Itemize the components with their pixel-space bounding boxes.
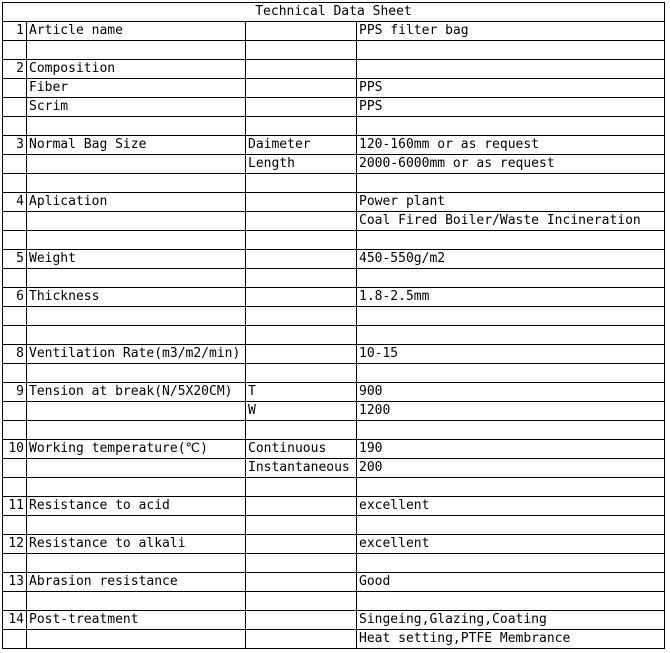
- value-cell: excellent: [357, 497, 665, 516]
- sub-property-cell: W: [246, 402, 357, 421]
- sub-property-cell: [246, 79, 357, 98]
- sub-property-cell: T: [246, 383, 357, 402]
- property-name-cell: Resistance to acid: [27, 497, 246, 516]
- table-row: [3, 79, 665, 98]
- row-number-cell: 14: [3, 611, 27, 630]
- row-number-cell: [3, 326, 27, 345]
- row-number-cell: 13: [3, 573, 27, 592]
- table-row: [3, 592, 665, 611]
- sub-property-cell: [246, 174, 357, 193]
- sub-property-cell: [246, 193, 357, 212]
- row-number-cell: 5: [3, 250, 27, 269]
- property-name-cell: [27, 326, 246, 345]
- value-cell: 450-550g/m2: [357, 250, 665, 269]
- table-row: [3, 250, 665, 269]
- table-row: [3, 155, 665, 174]
- table-row: [3, 383, 665, 402]
- property-name-cell: [27, 269, 246, 288]
- row-number-cell: [3, 516, 27, 535]
- property-name-cell: [27, 41, 246, 60]
- table-row: [3, 402, 665, 421]
- row-number-cell: 11: [3, 497, 27, 516]
- table-row: [3, 554, 665, 573]
- property-name-cell: Ventilation Rate(m3/m2/min): [27, 345, 246, 364]
- row-number-cell: 4: [3, 193, 27, 212]
- value-cell: [357, 60, 665, 79]
- property-name-cell: [27, 459, 246, 478]
- sub-property-cell: Instantaneous: [246, 459, 357, 478]
- property-name-cell: [27, 478, 246, 497]
- table-row: [3, 307, 665, 326]
- value-cell: 120-160mm or as request: [357, 136, 665, 155]
- property-name-cell: [27, 174, 246, 193]
- sub-property-cell: Length: [246, 155, 357, 174]
- row-number-cell: [3, 269, 27, 288]
- value-cell: 200: [357, 459, 665, 478]
- row-number-cell: 3: [3, 136, 27, 155]
- table-row: [3, 611, 665, 630]
- sheet-body: [3, 22, 665, 649]
- sub-property-cell: [246, 554, 357, 573]
- row-number-cell: [3, 307, 27, 326]
- property-name-cell: Thickness: [27, 288, 246, 307]
- property-name-cell: Fiber: [27, 79, 246, 98]
- table-row: [3, 136, 665, 155]
- table-row: [3, 440, 665, 459]
- table-row: [3, 212, 665, 231]
- property-name-cell: [27, 117, 246, 136]
- value-cell: PPS filter bag: [357, 22, 665, 41]
- table-row: [3, 573, 665, 592]
- table-row: [3, 41, 665, 60]
- table-row: [3, 345, 665, 364]
- table-row: [3, 459, 665, 478]
- property-name-cell: [27, 364, 246, 383]
- value-cell: 190: [357, 440, 665, 459]
- row-number-cell: [3, 117, 27, 136]
- row-number-cell: [3, 79, 27, 98]
- value-cell: Coal Fired Boiler/Waste Incineration: [357, 212, 665, 231]
- table-row: [3, 535, 665, 554]
- sub-property-cell: [246, 117, 357, 136]
- row-number-cell: [3, 98, 27, 117]
- value-cell: [357, 554, 665, 573]
- value-cell: Heat setting,PTFE Membrance: [357, 630, 665, 649]
- table-row: [3, 326, 665, 345]
- sub-property-cell: [246, 307, 357, 326]
- property-name-cell: Aplication: [27, 193, 246, 212]
- sub-property-cell: [246, 364, 357, 383]
- value-cell: PPS: [357, 98, 665, 117]
- table-row: [3, 421, 665, 440]
- row-number-cell: [3, 421, 27, 440]
- row-number-cell: [3, 630, 27, 649]
- property-name-cell: [27, 554, 246, 573]
- value-cell: [357, 117, 665, 136]
- table-row: [3, 364, 665, 383]
- sub-property-cell: [246, 98, 357, 117]
- table-row: [3, 174, 665, 193]
- value-cell: Singeing,Glazing,Coating: [357, 611, 665, 630]
- value-cell: excellent: [357, 535, 665, 554]
- value-cell: 1200: [357, 402, 665, 421]
- sub-property-cell: [246, 288, 357, 307]
- row-number-cell: 10: [3, 440, 27, 459]
- row-number-cell: [3, 41, 27, 60]
- value-cell: [357, 307, 665, 326]
- value-cell: [357, 231, 665, 250]
- value-cell: 2000-6000mm or as request: [357, 155, 665, 174]
- property-name-cell: [27, 307, 246, 326]
- sub-property-cell: [246, 535, 357, 554]
- property-name-cell: Post-treatment: [27, 611, 246, 630]
- row-number-cell: [3, 155, 27, 174]
- sub-property-cell: [246, 592, 357, 611]
- table-row: [3, 630, 665, 649]
- row-number-cell: 8: [3, 345, 27, 364]
- value-cell: [357, 41, 665, 60]
- row-number-cell: [3, 174, 27, 193]
- sub-property-cell: [246, 345, 357, 364]
- sub-property-cell: [246, 611, 357, 630]
- sub-property-cell: [246, 212, 357, 231]
- table-row: [3, 516, 665, 535]
- row-number-cell: [3, 212, 27, 231]
- sub-property-cell: [246, 326, 357, 345]
- value-cell: [357, 269, 665, 288]
- property-name-cell: Weight: [27, 250, 246, 269]
- property-name-cell: Article name: [27, 22, 246, 41]
- table-row: [3, 193, 665, 212]
- table-row: [3, 117, 665, 136]
- value-cell: [357, 516, 665, 535]
- row-number-cell: [3, 402, 27, 421]
- property-name-cell: Scrim: [27, 98, 246, 117]
- row-number-cell: [3, 364, 27, 383]
- table-row: [3, 269, 665, 288]
- table-row: [3, 98, 665, 117]
- property-name-cell: Normal Bag Size: [27, 136, 246, 155]
- sub-property-cell: [246, 250, 357, 269]
- table-row: [3, 22, 665, 41]
- sub-property-cell: [246, 573, 357, 592]
- property-name-cell: [27, 212, 246, 231]
- row-number-cell: [3, 231, 27, 250]
- sub-property-cell: [246, 41, 357, 60]
- title-row: [3, 3, 665, 22]
- property-name-cell: [27, 421, 246, 440]
- property-name-cell: Abrasion resistance: [27, 573, 246, 592]
- property-name-cell: Composition: [27, 60, 246, 79]
- value-cell: Power plant: [357, 193, 665, 212]
- property-name-cell: [27, 516, 246, 535]
- property-name-cell: [27, 592, 246, 611]
- value-cell: [357, 364, 665, 383]
- sub-property-cell: Daimeter: [246, 136, 357, 155]
- property-name-cell: [27, 155, 246, 174]
- sub-property-cell: [246, 421, 357, 440]
- sub-property-cell: [246, 231, 357, 250]
- value-cell: [357, 478, 665, 497]
- property-name-cell: Tension at break(N/5X20CM): [27, 383, 246, 402]
- property-name-cell: [27, 402, 246, 421]
- sub-property-cell: [246, 269, 357, 288]
- value-cell: [357, 421, 665, 440]
- row-number-cell: [3, 478, 27, 497]
- row-number-cell: 2: [3, 60, 27, 79]
- property-name-cell: Resistance to alkali: [27, 535, 246, 554]
- property-name-cell: [27, 231, 246, 250]
- table-row: [3, 478, 665, 497]
- row-number-cell: 12: [3, 535, 27, 554]
- table-row: [3, 497, 665, 516]
- sub-property-cell: [246, 497, 357, 516]
- sub-property-cell: [246, 60, 357, 79]
- value-cell: PPS: [357, 79, 665, 98]
- sub-property-cell: [246, 630, 357, 649]
- value-cell: [357, 592, 665, 611]
- value-cell: [357, 326, 665, 345]
- sub-property-cell: Continuous: [246, 440, 357, 459]
- value-cell: 10-15: [357, 345, 665, 364]
- row-number-cell: 1: [3, 22, 27, 41]
- sub-property-cell: [246, 478, 357, 497]
- table-row: [3, 231, 665, 250]
- value-cell: 1.8-2.5mm: [357, 288, 665, 307]
- property-name-cell: Working temperature(℃): [27, 440, 246, 459]
- row-number-cell: 6: [3, 288, 27, 307]
- sub-property-cell: [246, 22, 357, 41]
- row-number-cell: 9: [3, 383, 27, 402]
- table-row: [3, 60, 665, 79]
- table-row: [3, 288, 665, 307]
- row-number-cell: [3, 554, 27, 573]
- technical-data-sheet-table: [2, 2, 665, 649]
- sub-property-cell: [246, 516, 357, 535]
- row-number-cell: [3, 592, 27, 611]
- property-name-cell: [27, 630, 246, 649]
- value-cell: Good: [357, 573, 665, 592]
- sheet-title: Technical Data Sheet: [3, 3, 665, 22]
- value-cell: [357, 174, 665, 193]
- value-cell: 900: [357, 383, 665, 402]
- row-number-cell: [3, 459, 27, 478]
